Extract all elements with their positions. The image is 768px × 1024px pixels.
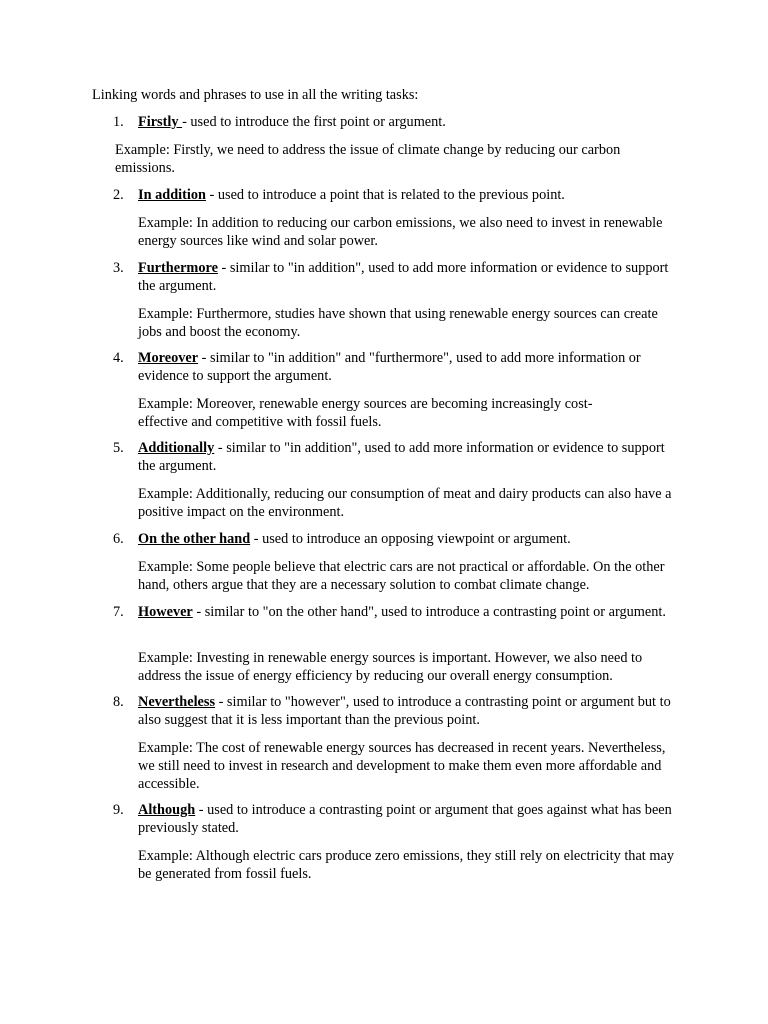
linking-term: However (138, 604, 193, 620)
linking-term: On the other hand (138, 531, 251, 547)
item-definition (138, 259, 683, 295)
item-definition (138, 439, 683, 475)
item-number: 8. (113, 694, 124, 710)
item-number: 6. (113, 531, 124, 547)
term-description: - used to introduce a point that is related to the previous point. (205, 187, 565, 203)
term-description: - used to introduce the first point or argument. (182, 114, 446, 130)
item-example: Example: The cost of renewable energy sources has decreased in recent years. Nevertheless, we still need to invest in research and development to make them even more affordable and accessible. (138, 740, 666, 792)
item-definition (138, 801, 683, 837)
item-definition (138, 349, 683, 385)
item-example: Example: In addition to reducing our carbon emissions, we also need to invest in renewable energy sources like wind and solar power. (138, 215, 663, 249)
item-example: Example: Furthermore, studies have shown that using renewable energy sources can create jobs and boost the economy. (138, 306, 658, 340)
item-definition (138, 530, 683, 548)
item-number: 9. (113, 802, 124, 818)
item-example: Example: Although electric cars produce zero emissions, they still rely on electricity that may be generated from fossil fuels. (138, 848, 674, 882)
term-description: - similar to "however", used to introduce a contrasting point or argument but to also suggest that it is less important than the previous point. (138, 694, 671, 728)
linking-term: Moreover (138, 350, 199, 366)
item-example: Example: Some people believe that electric cars are not practical or affordable. On the other hand, others argue that they are a necessary solution to combat climate change. (138, 559, 665, 593)
item-example: Example: Firstly, we need to address the issue of climate change by reducing our carbon emissions. (115, 142, 621, 176)
item-number: 4. (113, 350, 124, 366)
term-description: - similar to "in addition", used to add more information or evidence to support the argument. (138, 260, 669, 294)
term-description: - similar to "in addition" and "furthermore", used to add more information or evidence to support the argument. (138, 350, 641, 384)
linking-term: Firstly (138, 114, 183, 130)
intro-text: Linking words and phrases to use in all the writing tasks: (92, 87, 419, 103)
linking-term: Although (138, 802, 196, 818)
term-description: - similar to "in addition", used to add more information or evidence to support the argument. (138, 440, 665, 474)
item-definition (138, 113, 683, 131)
item-number: 7. (113, 604, 124, 620)
term-description: - similar to "on the other hand", used to introduce a contrasting point or argument. (192, 604, 666, 620)
term-description: - used to introduce an opposing viewpoint or argument. (250, 531, 571, 547)
item-number: 5. (113, 440, 124, 456)
item-example: Example: Additionally, reducing our consumption of meat and dairy products can also have a positive impact on the environment. (138, 486, 672, 520)
linking-term: Furthermore (138, 260, 218, 276)
term-description: - used to introduce a contrasting point or argument that goes against what has been previously stated. (138, 802, 672, 836)
item-definition (138, 603, 683, 621)
linking-term: In addition (138, 187, 206, 203)
item-example: Example: Investing in renewable energy sources is important. However, we also need to address the issue of energy efficiency by reducing our overall energy consumption. (138, 650, 643, 684)
linking-term: Nevertheless (138, 694, 216, 710)
item-example: Example: Moreover, renewable energy sources are becoming increasingly cost-effective and competitive with fossil fuels. (138, 396, 593, 430)
item-number: 2. (113, 187, 124, 203)
item-definition (138, 693, 683, 729)
item-number: 3. (113, 260, 124, 276)
item-definition (138, 186, 683, 204)
linking-term: Additionally (138, 440, 215, 456)
item-number: 1. (113, 114, 124, 130)
